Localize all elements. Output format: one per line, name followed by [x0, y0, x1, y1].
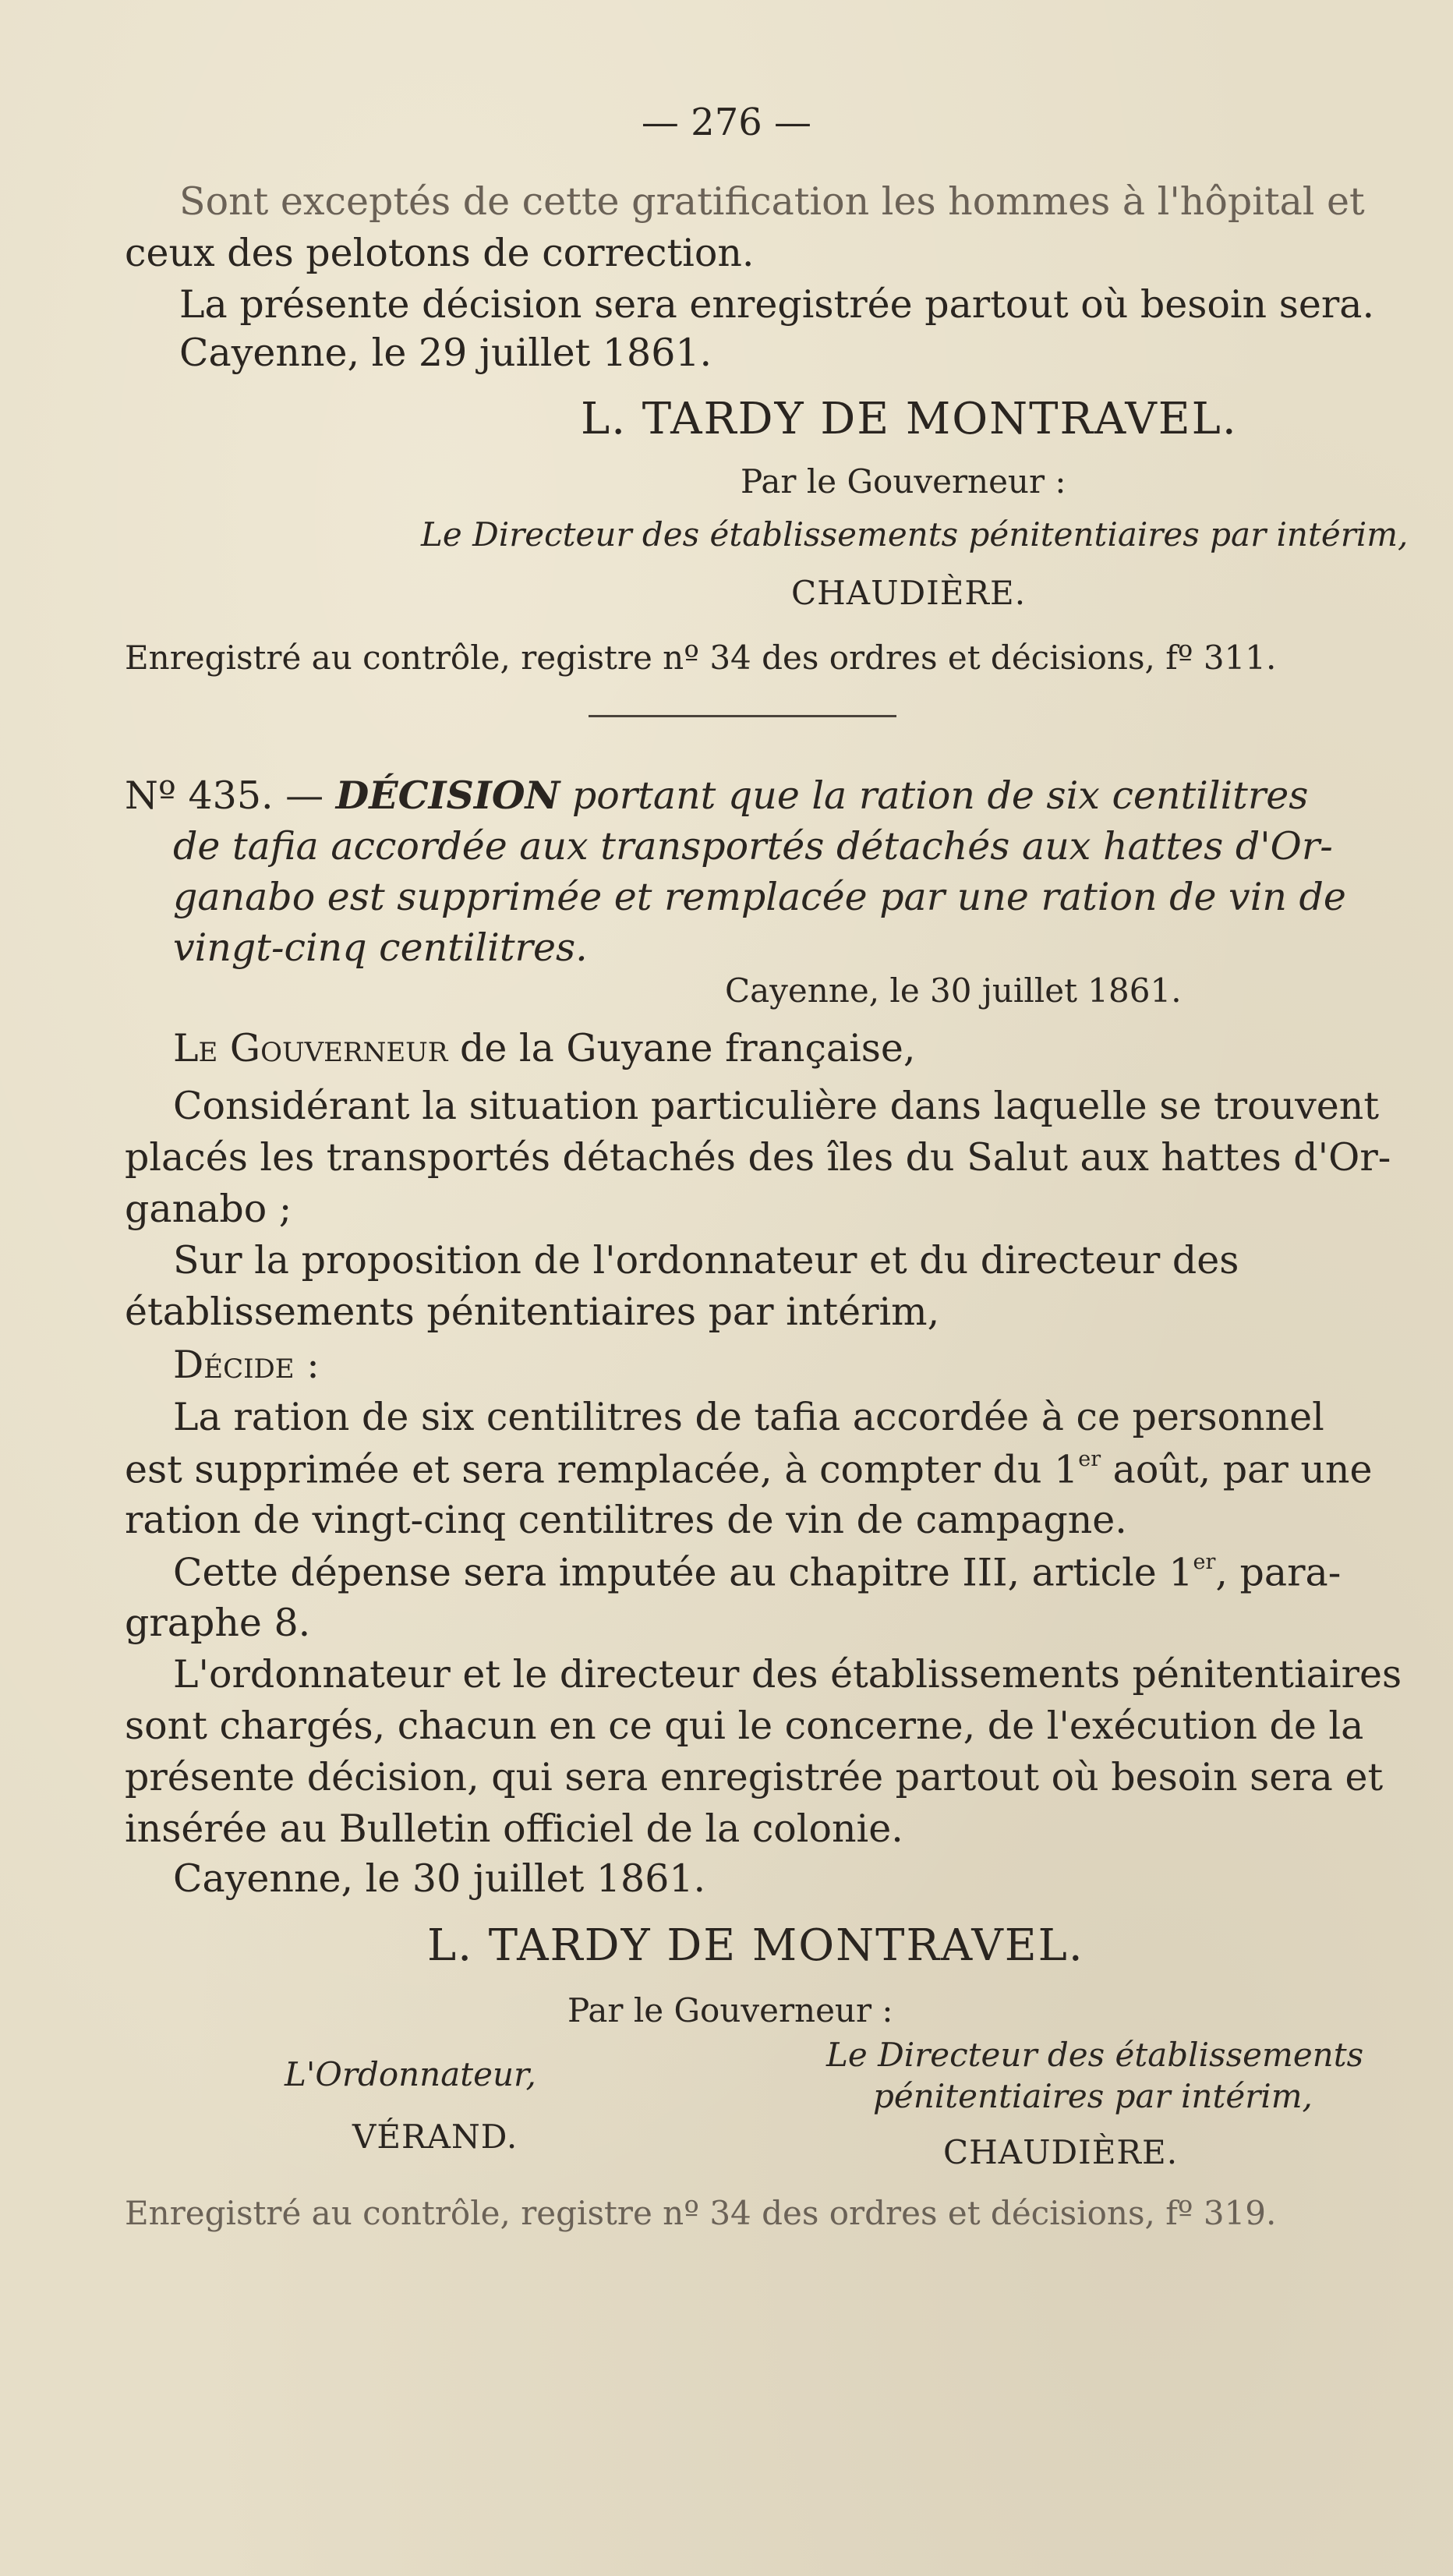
sur-line-2: établissements pénitentiaires par intérim,: [125, 1290, 940, 1334]
depense-line-1: [173, 1550, 1342, 1595]
prev-par-le-gouverneur: Par le Gouverneur :: [741, 462, 1066, 501]
ration-line-3: ration de vingt-cinq centilitres de vin de campagne.: [125, 1498, 1127, 1542]
considerant-line-3: ganabo ;: [125, 1187, 292, 1231]
prev-director-name: CHAUDIÈRE.: [791, 574, 1027, 612]
prev-dateline: Cayenne, le 29 juillet 1861.: [179, 331, 712, 375]
decision-heading-line-2: de tafia accordée aux transportés détachés aux hattes d'Or-: [173, 824, 1333, 869]
sur-line-1: Sur la proposition de l'ordonnateur et du directeur des: [173, 1238, 1239, 1283]
ordonnateur-line-3: présente décision, qui sera enregistrée partout où besoin sera et: [125, 1755, 1384, 1799]
director-name: CHAUDIÈRE.: [943, 2133, 1179, 2171]
ordonnateur-line-4: insérée au Bulletin officiel de la colonie.: [125, 1806, 903, 1851]
prev-signature: L. TARDY DE MONTRAVEL.: [581, 394, 1238, 444]
depense-line-2: graphe 8.: [125, 1601, 311, 1645]
depense-line-1-b: , para-: [1215, 1550, 1342, 1595]
decision-heading-line-3: ganabo est supprimée et remplacée par une ration de vin de: [173, 875, 1346, 919]
ration-line-2-sup: er: [1078, 1447, 1101, 1471]
page-number-text: — 276 —: [641, 101, 812, 144]
depense-line-1-a: Cette dépense sera imputée au chapitre III, article 1: [173, 1550, 1193, 1595]
considerant-line-1: Considérant la situation particulière dans laquelle se trouvent: [173, 1084, 1380, 1128]
prev-text-line-3: La présente décision sera enregistrée partout où besoin sera.: [179, 282, 1375, 327]
decision-title-rest: portant que la ration de six centilitres: [560, 773, 1309, 818]
decision-par-le-gouverneur: Par le Gouverneur :: [567, 1991, 893, 2029]
decision-keyword: DÉCISION: [335, 773, 560, 818]
preamble-governor: Le Gouverneur: [173, 1026, 448, 1070]
prev-registration: Enregistré au contrôle, registre nº 34 des ordres et décisions, fº 311.: [125, 639, 1277, 677]
considerant-line-2: placés les transportés détachés des îles du Salut aux hattes d'Or-: [125, 1135, 1391, 1180]
ration-line-2: [125, 1447, 1373, 1492]
prev-text-line-1: Sont exceptés de cette gratification les hommes à l'hôpital et: [179, 179, 1365, 224]
director-title-line-2: pénitentiaires par intérim,: [873, 2077, 1313, 2115]
decision-heading-line-1: [125, 773, 1309, 818]
ordonnateur-line-2: sont chargés, chacun en ce qui le concerne, de l'exécution de la: [125, 1704, 1364, 1748]
ordonnateur-name: VÉRAND.: [352, 2118, 518, 2156]
section-divider: [589, 715, 896, 717]
ration-line-2-b: août, par une: [1101, 1447, 1373, 1492]
prev-text-line-2: ceux des pelotons de correction.: [125, 231, 755, 275]
decision-registration: Enregistré au contrôle, registre nº 34 des ordres et décisions, fº 319.: [125, 2194, 1277, 2232]
decision-heading-line-4: vingt-cinq centilitres.: [173, 925, 588, 970]
decision-dateline: Cayenne, le 30 juillet 1861.: [725, 971, 1182, 1010]
decision-number: Nº 435. —: [125, 773, 336, 818]
ration-line-1: La ration de six centilitres de tafia accordée à ce personnel: [173, 1395, 1324, 1439]
decide-heading: Décide :: [173, 1343, 320, 1387]
preamble-rest: de la Guyane française,: [447, 1026, 916, 1070]
director-title-line-1: Le Directeur des établissements: [826, 2036, 1364, 2074]
ordonnateur-title: L'Ordonnateur,: [285, 2055, 536, 2093]
page-number: [0, 101, 1453, 144]
depense-line-1-sup: er: [1193, 1550, 1216, 1574]
preamble: [173, 1026, 916, 1070]
ordonnateur-line-1: L'ordonnateur et le directeur des établissements pénitentiaires: [173, 1652, 1402, 1697]
prev-director-title: Le Directeur des établissements pénitentiaires par intérim,: [421, 515, 1409, 554]
ration-line-2-a: est supprimée et sera remplacée, à compter du 1: [125, 1447, 1079, 1492]
decision-signature: L. TARDY DE MONTRAVEL.: [427, 1920, 1084, 1971]
closing-dateline: Cayenne, le 30 juillet 1861.: [173, 1856, 706, 1901]
